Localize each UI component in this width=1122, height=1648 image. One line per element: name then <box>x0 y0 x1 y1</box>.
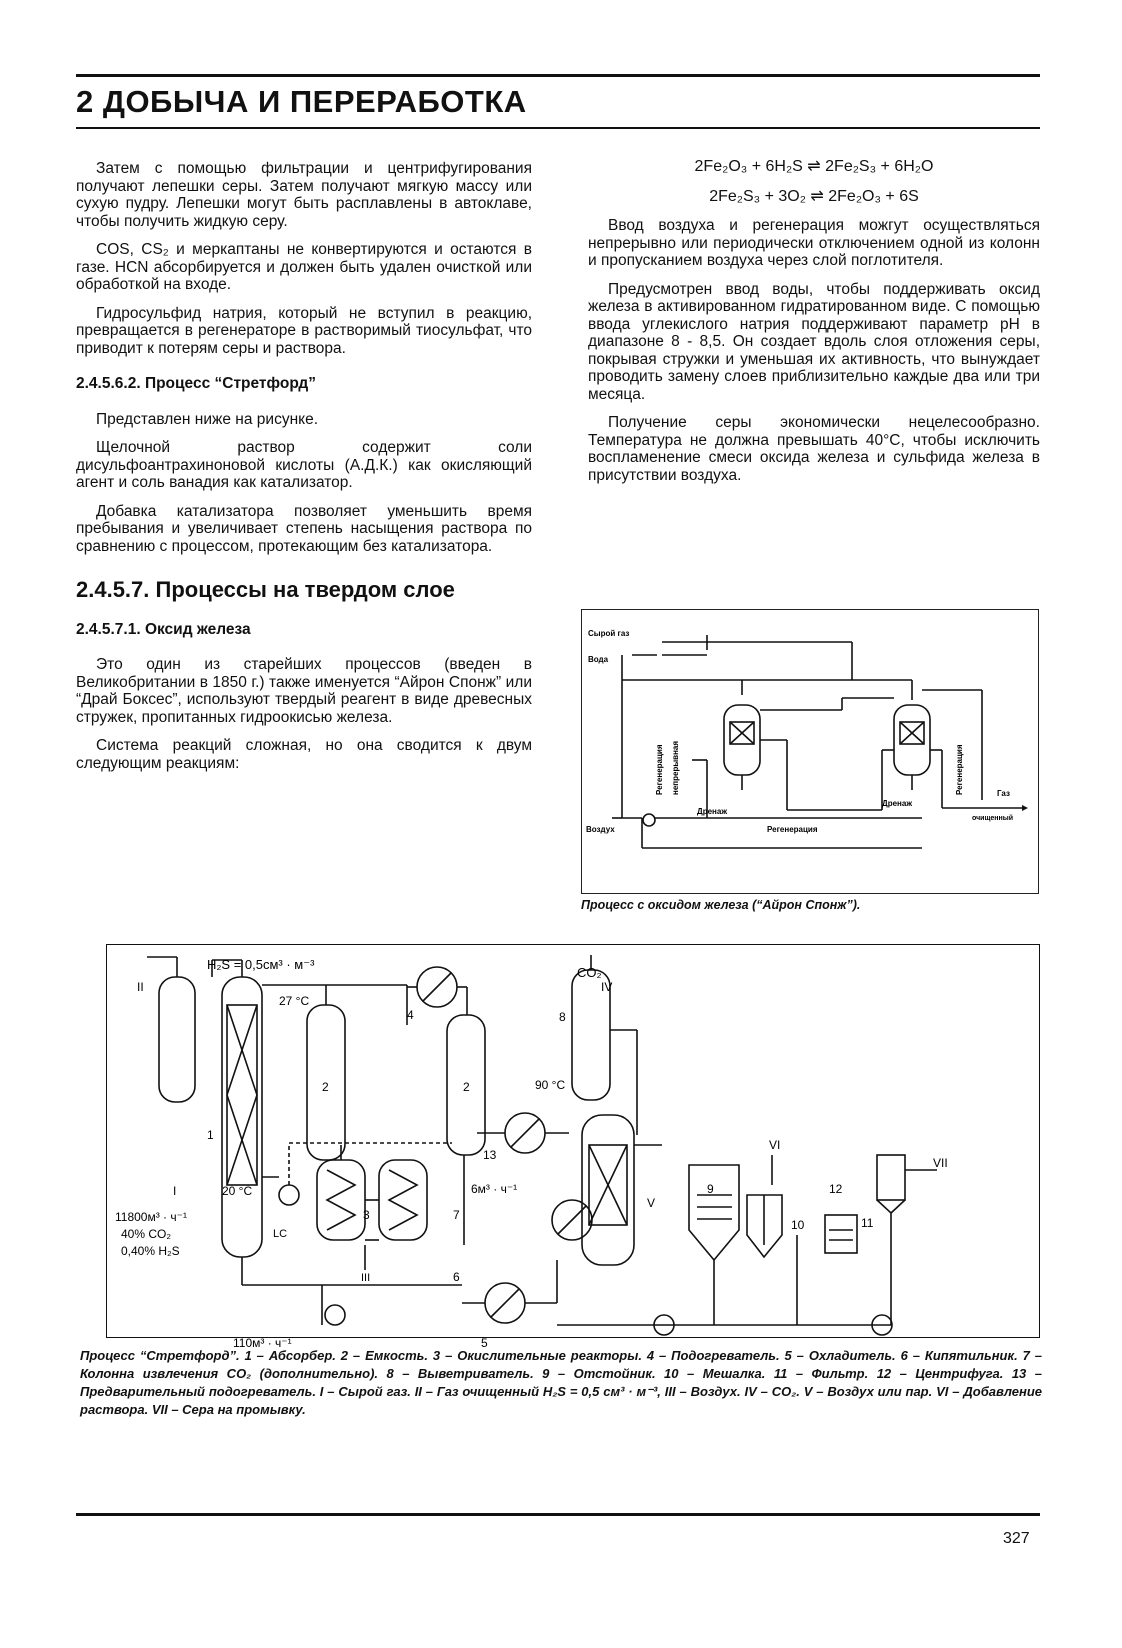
label-ii: II <box>137 980 144 994</box>
label-regeneration: Регенерация <box>655 744 664 795</box>
paragraph: Гидросульфид натрия, который не вступил в реакцию, превращается в регенераторе в растворимый тиосульфат, что приводит к потерям серы и раствора. <box>76 304 532 357</box>
label-7: 7 <box>453 1208 460 1222</box>
label-5: 5 <box>481 1336 488 1350</box>
figure2-caption: Процесс “Стретфорд”. 1 – Абсорбер. 2 – Емкость. 3 – Окислительные реакторы. 4 – Подогреватель. 5 – Охладитель. 6 – Кипятильник. 7 – Колонна извлечения CO₂ (дополнительно). 8 – Выветриватель. 9 – Отстойник. 10 – Мешалка. 11 – Фильтр. 12 – Центрифуга. 13 – Предварительный подогреватель. I – Сырой газ. II – Газ очищенный H₂S = 0,5 см³ · м⁻³, III – Воздух. IV – CO₂. V – Воздух или пар. VI – Добавление раствора. VII – Сера на промывку. <box>80 1348 1042 1417</box>
label-13: 13 <box>483 1148 497 1162</box>
label-drain: Дренаж <box>882 799 912 808</box>
label-2: 2 <box>463 1080 470 1094</box>
label-raw-gas: Сырой газ <box>588 629 630 638</box>
chapter-title: 2 ДОБЫЧА И ПЕРЕРАБОТКА <box>76 84 527 119</box>
label-h2s: H₂S = 0,5см³ · м⁻³ <box>207 957 315 972</box>
label-air: Воздух <box>586 825 615 834</box>
label-continuous: непрерывная <box>671 740 680 795</box>
label-water: Вода <box>588 655 609 664</box>
paragraph: Затем с помощью фильтрации и центрифугирования получают лепешки серы. Затем получают мягкую массу или сухую пудру. Лепешки могут быть расплавлены в автоклаве, чтобы получить жидкую серу. <box>76 160 532 230</box>
label-v: V <box>647 1196 656 1210</box>
label-feed-co2: 40% CO₂ <box>121 1227 172 1241</box>
arrow-icon <box>1022 805 1028 811</box>
label-flow-6: 6м³ · ч⁻¹ <box>471 1182 518 1196</box>
section-heading-large: 2.4.5.7. Процессы на твердом слое <box>76 577 455 602</box>
section-heading: 2.4.5.6.2. Процесс “Стретфорд” <box>76 375 317 392</box>
label-20c: 20 °C <box>222 1184 253 1198</box>
label-feed-flow: 11800м³ · ч⁻¹ <box>115 1210 187 1224</box>
label-regeneration: Регенерация <box>955 744 964 795</box>
paragraph: Щелочной раствор содержит соли дисульфоантрахиноновой кислоты (А.Д.К.) как окисляющий агент и соль ванадия как катализатор. <box>76 439 532 491</box>
label-9: 9 <box>707 1182 714 1196</box>
equation: 2Fe₂O₃ + 6H₂S ⇌ 2Fe₂S₃ + 6H₂O <box>694 158 934 175</box>
label-clean: очищенный <box>972 815 1014 822</box>
label-iv: IV <box>601 980 613 994</box>
iron-sponge-diagram <box>581 609 1039 894</box>
paragraph: Добавка катализатора позволяет уменьшить время пребывания и увеличивает степень насыщения раствора по сравнению с процессом, протекающим без катализатора. <box>76 502 532 555</box>
paragraph: Ввод воздуха и регенерация можгут осуществляться непрерывно или периодически отключением одной из колонн и пропусканием воздуха через слой поглотителя. <box>588 217 1040 269</box>
equation: 2Fe₂S₃ + 3O₂ ⇌ 2Fe₂O₃ + 6S <box>709 187 919 205</box>
label-co2: CO₂ <box>577 965 602 980</box>
label-10: 10 <box>791 1218 805 1232</box>
label-regeneration: Регенерация <box>767 825 818 834</box>
page-number: 327 <box>1003 1530 1030 1547</box>
label-1: 1 <box>207 1128 214 1142</box>
label-12: 12 <box>829 1182 843 1196</box>
header-rule-bottom <box>76 127 1040 129</box>
left-column <box>76 160 532 783</box>
section-heading: 2.4.5.7.1. Оксид железа <box>76 620 251 638</box>
label-i: I <box>173 1184 177 1198</box>
label-feed-h2s: 0,40% H₂S <box>121 1244 180 1258</box>
label-drain: Дренаж <box>697 807 727 816</box>
stretford-svg <box>107 945 1039 1350</box>
header-rule-top <box>76 74 1040 77</box>
paragraph: Представлен ниже на рисунке. <box>96 410 319 428</box>
paragraph: Система реакций сложная, но она сводится к двум следующим реакциям: <box>76 737 532 772</box>
iron-sponge-svg <box>582 610 1038 893</box>
label-4: 4 <box>407 1008 414 1022</box>
footer-rule <box>76 1513 1040 1516</box>
label-11: 11 <box>861 1216 874 1230</box>
label-gas: Газ <box>997 789 1010 798</box>
label-27c: 27 °C <box>279 994 310 1008</box>
label-8: 8 <box>559 1010 566 1024</box>
paragraph: Получение серы экономически нецелесообразно. Температура не должна превышать 40°C, чтобы исключить воспламенение смеси оксида железа и сульфида железа в присутствии воздуха. <box>588 414 1040 484</box>
paragraph: Это один из старейших процессов (введен в Великобритании в 1850 г.) также именуется “Айрон Спонж” или “Драй Боксес”, используют твердый реагент в виде древесных стружек, пропитанных гидроокисью железа. <box>76 656 532 726</box>
stretford-process-diagram <box>106 944 1040 1350</box>
label-90c: 90 °C <box>535 1078 566 1092</box>
right-column <box>588 158 1040 495</box>
label-vii: VII <box>933 1156 948 1170</box>
paragraph: Предусмотрен ввод воды, чтобы поддерживать оксид железа в активированном гидратированном виде. С помощью ввода углекислого натрия поддерживают параметр pH в диапазоне 8 - 8,5. Он создает вдоль слоя отложения серы, покрывая стружки и уменьшая их активность, что вынуждает проводить замену слоев приблизительно каждые два или три месяца. <box>588 280 1040 403</box>
figure1-caption: Процесс с оксидом железа (“Айрон Спонж”). <box>581 898 861 912</box>
label-2: 2 <box>322 1080 329 1094</box>
label-lc: LC <box>273 1228 288 1240</box>
label-iii: III <box>361 1272 371 1284</box>
paragraph: COS, CS₂ и меркаптаны не конвертируются и остаются в газе. HCN абсорбируется и должен быть удален очисткой или обработкой на входе. <box>76 241 532 293</box>
label-3: 3 <box>363 1208 370 1222</box>
label-6: 6 <box>453 1270 460 1284</box>
pump-icon <box>643 814 655 826</box>
label-flow-110: 110м³ · ч⁻¹ <box>233 1336 292 1350</box>
label-vi: VI <box>769 1138 781 1152</box>
